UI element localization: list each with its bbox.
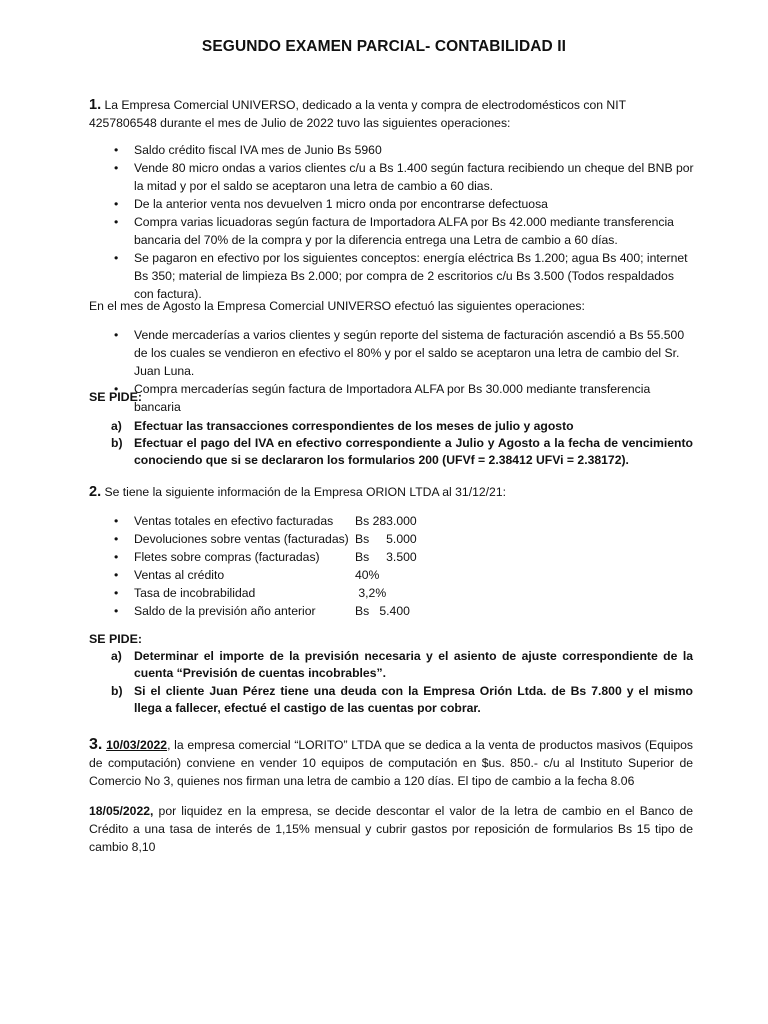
q2-number: 2.	[89, 484, 102, 500]
item-label: • Tasa de incobrabilidad	[134, 586, 256, 600]
item-value: Bs 5.000	[355, 532, 417, 546]
task-marker: b)	[111, 436, 123, 450]
task-text: Efectuar el pago del IVA en efectivo correspondiente a Julio y Agosto a la fecha de vencimiento conociendo que si se declararon los formularios 200 (UFVf = 2.38412 UFVi = 2.38172).	[134, 436, 693, 467]
exam-title: SEGUNDO EXAMEN PARCIAL- CONTABILIDAD II	[201, 38, 567, 55]
q1-number: 1.	[89, 97, 102, 113]
task-item	[89, 435, 693, 469]
task-marker: b)	[111, 684, 123, 698]
q3-paragraph-2	[89, 802, 693, 856]
q1-august-intro: En el mes de Agosto la Empresa Comercial UNIVERSO efectuó las siguientes operaciones:	[89, 299, 585, 313]
list-item: • De la anterior venta nos devuelven 1 micro onda por encontrarse defectuosa	[89, 195, 695, 213]
task-item	[89, 683, 693, 717]
q2-tasks	[89, 648, 693, 717]
list-item	[89, 602, 695, 620]
item-label: • Fletes sobre compras (facturadas)	[134, 550, 320, 564]
item-label: • Devoluciones sobre ventas (facturadas)	[134, 532, 349, 546]
list-item: • Compra mercaderías según factura de Importadora ALFA por Bs 30.000 mediante transferencia bancaria	[89, 380, 695, 416]
item-label: • Ventas al crédito	[134, 568, 225, 582]
item-value: Bs 3.500	[355, 550, 417, 564]
list-item	[89, 566, 695, 584]
q3-text-2: por liquidez en la empresa, se decide descontar el valor de la letra de cambio en el Banco de Crédito a una tasa de interés de 1,15% mensual y cubrir gastos por reposición de formularios Bs 15 tipo de cambio 8,10	[89, 804, 693, 854]
q3-paragraph-1	[89, 736, 693, 790]
q3-text-1: , la empresa comercial “LORITO” LTDA que se dedica a la venta de productos masivos (Equipos de computación) conviene en vender 10 equipos de computación en $us. 850.- c/u al Instituto Superior de Comercio No 3, quienes nos firman una letra de cambio a 120 días. El tipo de cambio a la fecha 8.06	[89, 738, 693, 788]
task-item	[89, 418, 693, 435]
list-item	[89, 548, 695, 566]
q3-number: 3.	[89, 736, 103, 753]
q3-date-1: 10/03/2022	[106, 738, 168, 752]
item-label: • Ventas totales en efectivo facturadas	[134, 514, 334, 528]
task-text: Si el cliente Juan Pérez tiene una deuda con la Empresa Orión Ltda. de Bs 7.800 y el mismo llega a fallecer, efectué el castigo de las cuentas por cobrar.	[134, 684, 693, 715]
list-item: • Se pagaron en efectivo por los siguientes conceptos: energía eléctrica Bs 1.200; agua Bs 400; internet Bs 350; material de limpieza Bs 2.000; por compra de 2 escritorios c/u Bs 3.500 (Todos respaldados con factura).	[89, 249, 695, 303]
q1-july-list	[89, 141, 695, 303]
q2-intro	[89, 483, 693, 501]
task-text: Determinar el importe de la previsión necesaria y el asiento de ajuste correspondiente de la cuenta “Previsión de cuentas incobrables”.	[134, 649, 693, 680]
q2-se-pide: SE PIDE:	[89, 632, 143, 646]
item-value: Bs 283.000	[355, 514, 417, 528]
list-item	[89, 512, 695, 530]
item-label: • Saldo de la previsión año anterior	[134, 604, 316, 618]
q1-august-list	[89, 326, 695, 416]
task-item	[89, 648, 693, 682]
q1-tasks	[89, 418, 693, 469]
item-value: Bs 5.400	[355, 604, 410, 618]
q1-intro	[89, 96, 693, 132]
q2-data-list	[89, 512, 695, 620]
task-marker: a)	[111, 419, 122, 433]
list-item	[89, 530, 695, 548]
q2-intro-text: Se tiene la siguiente información de la Empresa ORION LTDA al 31/12/21:	[104, 485, 506, 499]
task-marker: a)	[111, 649, 122, 663]
list-item	[89, 584, 695, 602]
list-item: • Vende 80 micro ondas a varios clientes c/u a Bs 1.400 según factura recibiendo un cheque del BNB por la mitad y por el saldo se aceptaron una letra de cambio a 60 dias.	[89, 159, 695, 195]
q1-se-pide: SE PIDE:	[89, 390, 143, 404]
task-text: Efectuar las transacciones correspondientes de los meses de julio y agosto	[134, 419, 574, 433]
item-value: 3,2%	[355, 586, 387, 600]
list-item: • Saldo crédito fiscal IVA mes de Junio Bs 5960	[89, 141, 695, 159]
list-item: • Vende mercaderías a varios clientes y según reporte del sistema de facturación ascendió a Bs 55.500 de los cuales se vendieron en efectivo el 80% y por el saldo se aceptaron una letra de cambio del Sr. Juan Luna.	[89, 326, 695, 380]
q3-date-2: 18/05/2022,	[89, 804, 154, 818]
item-value: 40%	[355, 568, 380, 582]
list-item: • Compra varias licuadoras según factura de Importadora ALFA por Bs 42.000 mediante transferencia bancaria del 70% de la compra y por la diferencia entrega una Letra de cambio a 60 días.	[89, 213, 695, 249]
q1-intro-text: La Empresa Comercial UNIVERSO, dedicado a la venta y compra de electrodomésticos con NIT 4257806548 durante el mes de Julio de 2022 tuvo las siguientes operaciones:	[89, 98, 626, 130]
